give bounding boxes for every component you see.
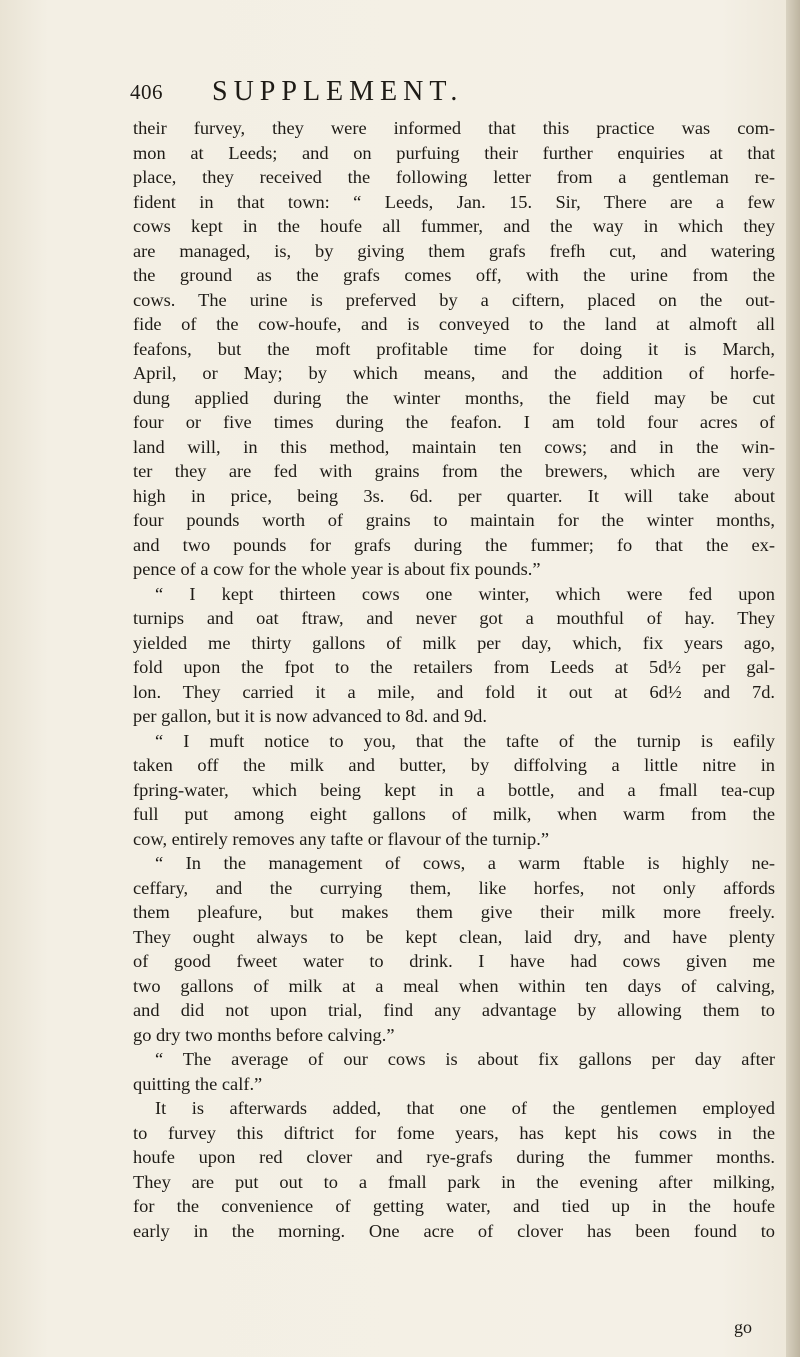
- text-line: They are put out to a fmall park in the evening after milking,: [133, 1171, 775, 1192]
- text-line: go dry two months before calving.”: [133, 1024, 395, 1045]
- text-line: the ground as the grafs comes off, with the urine from the: [133, 265, 775, 285]
- text-line: four pounds worth of grains to maintain for the winter months,: [133, 510, 775, 530]
- text-line: ceffary, and the currying them, like horfes, not only affords: [133, 877, 775, 898]
- text-line: fide of the cow-houfe, and is conveyed to the land at almoft all: [133, 314, 775, 334]
- text-line: per gallon, but it is now advanced to 8d. and 9d.: [133, 706, 487, 726]
- text-line: and did not upon trial, find any advantage by allowing them to: [133, 1000, 775, 1020]
- text-line: yielded me thirty gallons of milk per day, which, fix years ago,: [133, 632, 775, 653]
- text-line: quitting the calf.”: [133, 1073, 263, 1094]
- running-head: SUPPLEMENT.: [212, 76, 464, 107]
- text-line: “ I muft notice to you, that the tafte of the turnip is eafily: [155, 730, 775, 751]
- text-line: lon. They carried it a mile, and fold it out at 6d½ and 7d.: [133, 681, 775, 702]
- text-line: early in the morning. One acre of clover has been found to: [133, 1220, 775, 1241]
- text-line: dung applied during the winter months, the field may be cut: [133, 387, 775, 408]
- text-line: “ In the management of cows, a warm ftable is highly ne-: [155, 853, 775, 873]
- text-line: and two pounds for grafs during the fummer; fo that the ex-: [133, 534, 775, 555]
- text-line: are managed, is, by giving them grafs frefh cut, and watering: [133, 240, 775, 261]
- page-edge-shadow: [786, 0, 800, 1357]
- text-line: houfe upon red clover and rye-grafs during the fummer months.: [133, 1147, 775, 1167]
- text-line: April, or May; by which means, and the addition of horfe-: [133, 363, 775, 383]
- text-line: They ought always to be kept clean, laid dry, and have plenty: [133, 926, 775, 947]
- page-header: [130, 76, 770, 112]
- text-line: four or five times during the feafon. I am told four acres of: [133, 412, 775, 432]
- text-line: place, they received the following letter from a gentleman re-: [133, 167, 775, 187]
- text-line: fident in that town: “ Leeds, Jan. 15. Sir, There are a few: [133, 191, 775, 212]
- text-line: “ I kept thirteen cows one winter, which were fed upon: [155, 583, 775, 604]
- page-number: 406: [130, 80, 163, 104]
- text-line: cows. The urine is preferved by a ciftern, placed on the out-: [133, 289, 775, 310]
- text-line: them pleafure, but makes them give their milk more freely.: [133, 902, 775, 922]
- text-line: to furvey this diftrict for fome years, has kept his cows in the: [133, 1122, 775, 1143]
- text-line: for the convenience of getting water, and tied up in the houfe: [133, 1196, 775, 1216]
- text-line: two gallons of milk at a meal when within ten days of calving,: [133, 975, 775, 996]
- text-line: turnips and oat ftraw, and never got a mouthful of hay. They: [133, 608, 775, 628]
- text-line: It is afterwards added, that one of the gentlemen employed: [155, 1098, 775, 1118]
- catchword: go: [734, 1317, 752, 1337]
- text-line: ter they are fed with grains from the brewers, which are very: [133, 461, 775, 481]
- text-line: cows kept in the houfe all fummer, and the way in which they: [133, 216, 775, 236]
- text-line: their furvey, they were informed that this practice was com-: [133, 118, 775, 138]
- text-line: mon at Leeds; and on purfuing their further enquiries at that: [133, 142, 775, 163]
- body-text: [133, 116, 775, 1243]
- text-line: cow, entirely removes any tafte or flavour of the turnip.”: [133, 828, 550, 849]
- text-line: “ The average of our cows is about fix gallons per day after: [155, 1049, 775, 1069]
- text-line: fpring-water, which being kept in a bottle, and a fmall tea-cup: [133, 779, 775, 800]
- text-line: feafons, but the moft profitable time for doing it is March,: [133, 338, 775, 359]
- text-line: full put among eight gallons of milk, when warm from the: [133, 804, 775, 824]
- text-line: pence of a cow for the whole year is about fix pounds.”: [133, 559, 541, 579]
- text-line: land will, in this method, maintain ten cows; and in the win-: [133, 436, 775, 457]
- text-line: fold upon the fpot to the retailers from Leeds at 5d½ per gal-: [133, 657, 775, 677]
- text-line: taken off the milk and butter, by diffolving a little nitre in: [133, 755, 775, 775]
- text-line: of good fweet water to drink. I have had cows given me: [133, 951, 775, 971]
- text-line: high in price, being 3s. 6d. per quarter. It will take about: [133, 485, 775, 506]
